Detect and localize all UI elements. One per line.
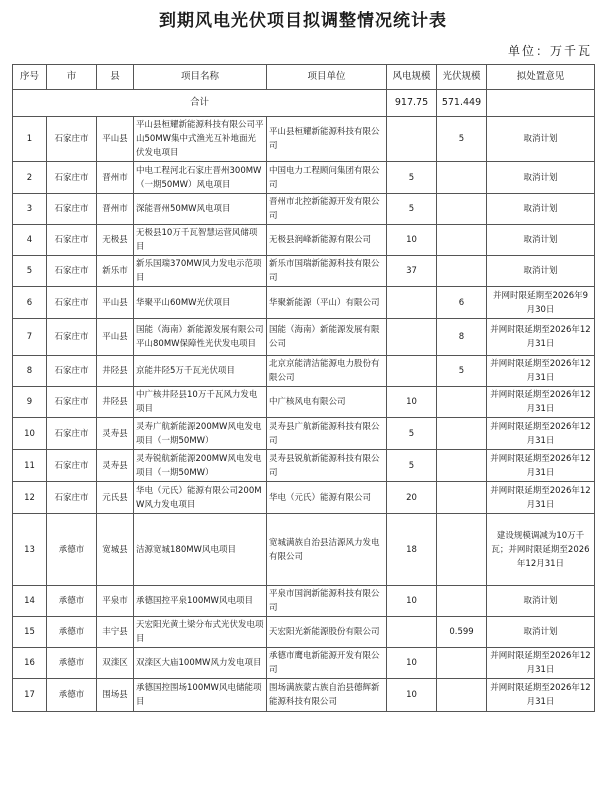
cell-county: 无极县: [97, 225, 134, 256]
cell-county: 井陉县: [97, 356, 134, 387]
cell-opinion: 取消计划: [487, 117, 595, 162]
cell-project-name: 京能井陉5万千瓦光伏项目: [134, 356, 267, 387]
cell-city: 承德市: [47, 514, 97, 586]
cell-city: 石家庄市: [47, 356, 97, 387]
cell-county: 晋州市: [97, 162, 134, 194]
cell-wind: 18: [387, 514, 437, 586]
cell-project-name: 中广核井陉县10万千瓦风力发电项目: [134, 387, 267, 418]
cell-no: 8: [13, 356, 47, 387]
cell-county: 平山县: [97, 319, 134, 356]
cell-city: 石家庄市: [47, 287, 97, 319]
cell-wind: [387, 356, 437, 387]
cell-county: 灵寿县: [97, 450, 134, 482]
table-row: [13, 514, 595, 586]
cell-project-org: 围场满族蒙古族自治县德辉新能源科技有限公司: [267, 679, 387, 712]
cell-pv: [437, 162, 487, 194]
cell-no: 12: [13, 482, 47, 514]
cell-opinion: 并网时限延期至2026年12月31日: [487, 387, 595, 418]
cell-opinion: 建设规模调减为10万千瓦；并网时限延期至2026年12月31日: [487, 514, 595, 586]
cell-no: 2: [13, 162, 47, 194]
cell-opinion: 并网时限延期至2026年12月31日: [487, 356, 595, 387]
cell-wind: [387, 319, 437, 356]
cell-opinion: 并网时限延期至2026年12月31日: [487, 418, 595, 450]
cell-county: 围场县: [97, 679, 134, 712]
cell-no: 14: [13, 586, 47, 617]
table-row: [13, 256, 595, 287]
total-opinion: [487, 90, 595, 117]
cell-city: 石家庄市: [47, 450, 97, 482]
cell-county: 晋州市: [97, 194, 134, 225]
cell-project-org: 新乐市国瑞新能源科技有限公司: [267, 256, 387, 287]
cell-city: 石家庄市: [47, 225, 97, 256]
table-row: [13, 679, 595, 712]
cell-pv: [437, 514, 487, 586]
cell-pv: [437, 679, 487, 712]
cell-wind: 10: [387, 387, 437, 418]
header-pv-scale: 光伏规模: [437, 65, 487, 90]
cell-wind: [387, 617, 437, 648]
cell-pv: 0.599: [437, 617, 487, 648]
cell-no: 6: [13, 287, 47, 319]
cell-project-name: 深能晋州50MW风电项目: [134, 194, 267, 225]
page-title: 到期风电光伏项目拟调整情况统计表: [159, 11, 447, 31]
cell-wind: 10: [387, 648, 437, 679]
cell-county: 井陉县: [97, 387, 134, 418]
table-row: [13, 319, 595, 356]
cell-project-org: 中广核风电有限公司: [267, 387, 387, 418]
cell-city: 石家庄市: [47, 256, 97, 287]
cell-project-org: 北京京能清洁能源电力股份有限公司: [267, 356, 387, 387]
cell-project-name: 天宏阳光黄土梁分布式光伏发电项目: [134, 617, 267, 648]
cell-pv: [437, 387, 487, 418]
table-row: [13, 356, 595, 387]
cell-wind: 5: [387, 450, 437, 482]
project-table: [12, 64, 595, 712]
cell-pv: [437, 586, 487, 617]
total-pv: 571.449: [437, 90, 487, 117]
cell-project-org: 无极县润峰新能源有限公司: [267, 225, 387, 256]
table-row: [13, 418, 595, 450]
cell-pv: 5: [437, 356, 487, 387]
cell-opinion: 取消计划: [487, 586, 595, 617]
cell-opinion: 并网时限延期至2026年12月31日: [487, 319, 595, 356]
header-project-name: 项目名称: [134, 65, 267, 90]
table-row: [13, 617, 595, 648]
cell-wind: [387, 117, 437, 162]
cell-wind: 20: [387, 482, 437, 514]
cell-city: 承德市: [47, 586, 97, 617]
cell-no: 17: [13, 679, 47, 712]
cell-project-org: 灵寿县锐航新能源科技有限公司: [267, 450, 387, 482]
cell-county: 平山县: [97, 117, 134, 162]
cell-project-name: 无极县10万千瓦智慧运营风储项目: [134, 225, 267, 256]
cell-project-org: 平山县桓耀新能源科技有限公司: [267, 117, 387, 162]
cell-no: 13: [13, 514, 47, 586]
cell-pv: [437, 648, 487, 679]
cell-city: 石家庄市: [47, 418, 97, 450]
cell-no: 16: [13, 648, 47, 679]
cell-city: 石家庄市: [47, 319, 97, 356]
cell-wind: 5: [387, 162, 437, 194]
cell-no: 10: [13, 418, 47, 450]
cell-opinion: 并网时限延期至2026年12月31日: [487, 482, 595, 514]
cell-project-name: 国能（海南）新能源发展有限公司平山80MW保障性光伏发电项目: [134, 319, 267, 356]
header-wind-scale: 风电规模: [387, 65, 437, 90]
table-row: [13, 117, 595, 162]
cell-city: 承德市: [47, 679, 97, 712]
total-wind: 917.75: [387, 90, 437, 117]
cell-city: 承德市: [47, 617, 97, 648]
cell-opinion: 并网时限延期至2026年12月31日: [487, 648, 595, 679]
cell-project-org: 宽城满族自治县洁源风力发电有限公司: [267, 514, 387, 586]
cell-project-org: 天宏阳光新能源股份有限公司: [267, 617, 387, 648]
cell-city: 石家庄市: [47, 117, 97, 162]
cell-project-org: 国能（海南）新能源发展有限公司: [267, 319, 387, 356]
cell-project-org: 中国电力工程顾问集团有限公司: [267, 162, 387, 194]
cell-project-name: 双滦区大庙100MW风力发电项目: [134, 648, 267, 679]
cell-project-name: 新乐国瑞370MW风力发电示范项目: [134, 256, 267, 287]
cell-no: 7: [13, 319, 47, 356]
cell-county: 平山县: [97, 287, 134, 319]
cell-wind: 5: [387, 194, 437, 225]
cell-county: 平泉市: [97, 586, 134, 617]
cell-project-name: 灵寿锐航新能源200MW风电发电项目（一期50MW）: [134, 450, 267, 482]
cell-project-org: 华电（元氏）能源有限公司: [267, 482, 387, 514]
cell-pv: [437, 225, 487, 256]
cell-county: 丰宁县: [97, 617, 134, 648]
table-row: [13, 162, 595, 194]
header-city: 市: [47, 65, 97, 90]
table-row: [13, 194, 595, 225]
table-row: [13, 482, 595, 514]
cell-opinion: 并网时限延期至2026年9月30日: [487, 287, 595, 319]
table-header-row: [13, 65, 595, 90]
cell-city: 承德市: [47, 648, 97, 679]
header-opinion: 拟处置意见: [487, 65, 595, 90]
cell-wind: 10: [387, 679, 437, 712]
cell-county: 双滦区: [97, 648, 134, 679]
cell-opinion: 取消计划: [487, 617, 595, 648]
total-label: 合计: [13, 90, 387, 117]
cell-pv: [437, 450, 487, 482]
cell-wind: 5: [387, 418, 437, 450]
cell-wind: [387, 287, 437, 319]
total-row: [13, 90, 595, 117]
cell-wind: 37: [387, 256, 437, 287]
cell-no: 3: [13, 194, 47, 225]
cell-county: 新乐市: [97, 256, 134, 287]
header-project-org: 项目单位: [267, 65, 387, 90]
cell-project-org: 华聚新能源（平山）有限公司: [267, 287, 387, 319]
table-row: [13, 648, 595, 679]
cell-no: 11: [13, 450, 47, 482]
cell-wind: 10: [387, 586, 437, 617]
cell-pv: 5: [437, 117, 487, 162]
table-row: [13, 287, 595, 319]
cell-opinion: 取消计划: [487, 256, 595, 287]
cell-city: 石家庄市: [47, 194, 97, 225]
unit-label: 单位：万千瓦: [507, 44, 592, 58]
cell-opinion: 并网时限延期至2026年12月31日: [487, 679, 595, 712]
cell-opinion: 取消计划: [487, 162, 595, 194]
cell-project-name: 华电（元氏）能源有限公司200MW风力发电项目: [134, 482, 267, 514]
cell-project-org: 承德市鹰电新能源开发有限公司: [267, 648, 387, 679]
cell-pv: [437, 418, 487, 450]
cell-project-name: 灵寿广航新能源200MW风电发电项目（一期50MW）: [134, 418, 267, 450]
cell-city: 石家庄市: [47, 162, 97, 194]
cell-pv: [437, 482, 487, 514]
cell-wind: 10: [387, 225, 437, 256]
cell-project-name: 洁源宽城180MW风电项目: [134, 514, 267, 586]
cell-no: 5: [13, 256, 47, 287]
cell-pv: 8: [437, 319, 487, 356]
cell-project-name: 中电工程河北石家庄晋州300MW（一期50MW）风电项目: [134, 162, 267, 194]
cell-county: 灵寿县: [97, 418, 134, 450]
cell-project-org: 晋州市北控新能源开发有限公司: [267, 194, 387, 225]
cell-project-name: 承德国控围场100MW风电储能项目: [134, 679, 267, 712]
cell-project-name: 平山县桓耀新能源科技有限公司平山50MW集中式渔光互补地面光伏发电项目: [134, 117, 267, 162]
table-row: [13, 387, 595, 418]
cell-city: 石家庄市: [47, 387, 97, 418]
table-row: [13, 225, 595, 256]
cell-project-org: 灵寿县广航新能源科技有限公司: [267, 418, 387, 450]
cell-pv: 6: [437, 287, 487, 319]
table-row: [13, 450, 595, 482]
cell-county: 宽城县: [97, 514, 134, 586]
cell-project-name: 华聚平山60MW光伏项目: [134, 287, 267, 319]
cell-no: 1: [13, 117, 47, 162]
cell-opinion: 取消计划: [487, 225, 595, 256]
cell-opinion: 并网时限延期至2026年12月31日: [487, 450, 595, 482]
cell-pv: [437, 256, 487, 287]
cell-opinion: 取消计划: [487, 194, 595, 225]
header-county: 县: [97, 65, 134, 90]
cell-city: 石家庄市: [47, 482, 97, 514]
cell-pv: [437, 194, 487, 225]
cell-no: 9: [13, 387, 47, 418]
cell-project-name: 承德国控平泉100MW风电项目: [134, 586, 267, 617]
cell-no: 15: [13, 617, 47, 648]
table-row: [13, 586, 595, 617]
cell-project-org: 平泉市国润新能源科技有限公司: [267, 586, 387, 617]
header-no: 序号: [13, 65, 47, 90]
cell-no: 4: [13, 225, 47, 256]
cell-county: 元氏县: [97, 482, 134, 514]
